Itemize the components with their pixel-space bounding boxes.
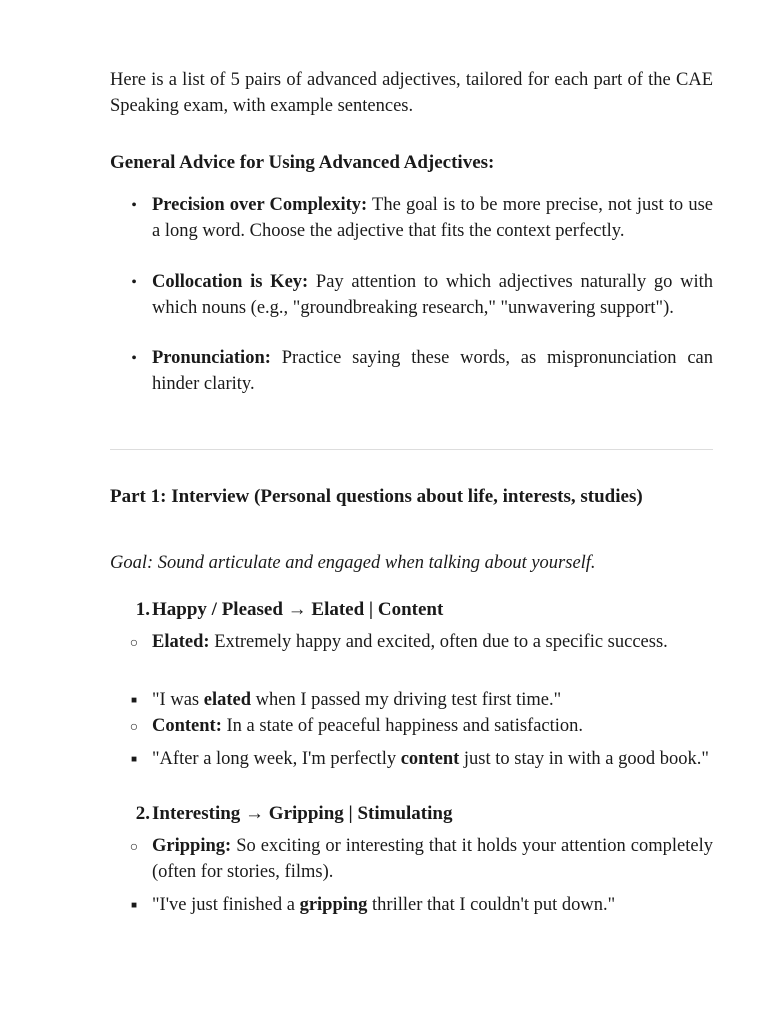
example-text: "After a long week, I'm perfectly: [152, 749, 401, 769]
example-item: [130, 747, 713, 773]
square-bullet-icon: ■: [130, 900, 138, 911]
bullet-marker: •: [131, 197, 137, 214]
part1-heading: Part 1: Interview (Personal questions about life, interests, studies): [110, 486, 643, 507]
pair-number: 1.: [135, 599, 150, 620]
bullet-marker: •: [131, 274, 137, 291]
example-text: when I passed my driving test first time.": [251, 690, 562, 710]
circle-bullet-icon: ○: [129, 636, 139, 651]
advice-item: [131, 193, 714, 244]
definition-text: Extremely happy and excited, often due to a specific success.: [209, 632, 668, 652]
advice-text: Pay attention to which adjectives naturally go with which nouns (e.g., "groundbreaking research," "unwavering support").: [152, 272, 713, 318]
example-text: thriller that I couldn't put down.": [367, 895, 616, 915]
definition-term: Content:: [152, 716, 222, 736]
example-text: just to stay in with a good book.": [459, 749, 709, 769]
definition-term: Elated:: [152, 632, 210, 652]
definition-item: [129, 630, 713, 656]
advice-item: [131, 346, 713, 397]
square-bullet-icon: ■: [130, 754, 138, 765]
example-keyword: gripping: [299, 895, 368, 915]
advice-term: Pronunciation:: [152, 348, 271, 368]
example-item: [130, 893, 713, 919]
pair-number: 2.: [135, 803, 150, 824]
pair-title: [135, 801, 713, 827]
definition-text: So exciting or interesting that it holds your attention completely (often for stories, films).: [152, 836, 713, 882]
example-keyword: content: [400, 749, 460, 769]
example-text: "I was: [152, 690, 204, 710]
example-keyword: elated: [203, 690, 251, 710]
circle-bullet-icon: ○: [129, 720, 139, 735]
advice-text: The goal is to be more precise, not just to use a long word. Choose the adjective that fits the context perfectly.: [152, 195, 714, 241]
part1-goal: Goal: Sound articulate and engaged when talking about yourself.: [110, 553, 596, 573]
bullet-marker: •: [131, 350, 137, 367]
section-divider: [110, 449, 713, 450]
definition-text: In a state of peaceful happiness and satisfaction.: [221, 716, 584, 736]
pair-title-text: Happy / Pleased → Elated | Content: [152, 599, 444, 620]
example-text: "I've just finished a: [152, 895, 300, 915]
circle-bullet-icon: ○: [129, 840, 139, 855]
pair-title: [135, 597, 713, 623]
intro-paragraph: Here is a list of 5 pairs of advanced adjectives, tailored for each part of the CAE Speaking exam, with example sentences.: [110, 70, 713, 116]
advice-heading: General Advice for Using Advanced Adjectives:: [110, 152, 495, 173]
advice-term: Collocation is Key:: [152, 272, 309, 292]
square-bullet-icon: ■: [130, 695, 138, 706]
advice-term: Precision over Complexity:: [152, 195, 368, 215]
example-item: [130, 688, 713, 714]
definition-term: Gripping:: [152, 836, 232, 856]
pair-title-text: Interesting → Gripping | Stimulating: [152, 803, 453, 824]
advice-item: [131, 270, 713, 321]
advice-text: Practice saying these words, as mispronunciation can hinder clarity.: [152, 348, 713, 394]
definition-item: [129, 834, 713, 885]
definition-item: [129, 714, 713, 740]
